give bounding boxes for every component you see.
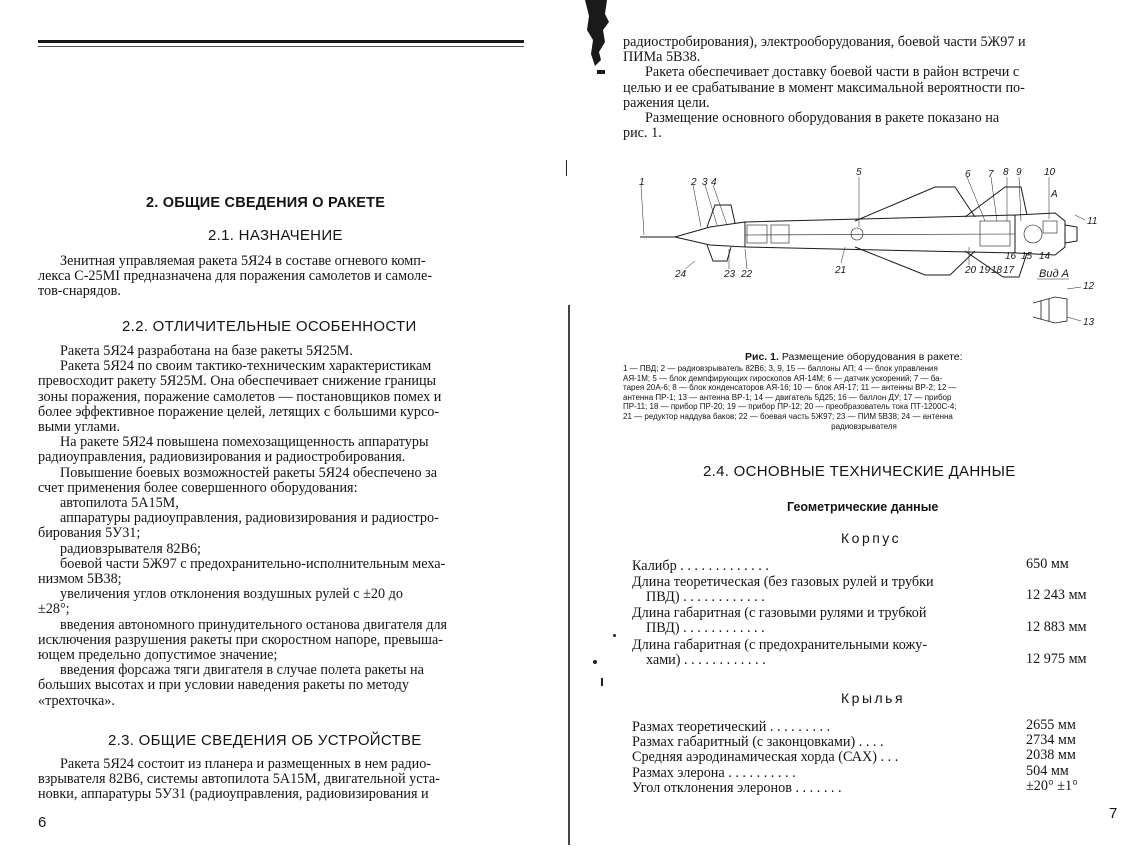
part-number: 10	[1044, 167, 1056, 178]
text-line: низмом 5В38;	[38, 571, 122, 588]
text-line: лекса С-25МI предназначена для поражения самолетов и самоле-	[38, 268, 433, 285]
text-line: ющем предельно допустимое значение;	[38, 647, 278, 664]
text-line: больших высотах и при условии наведения ракеты по методу	[38, 677, 409, 694]
spec-name: Размах элерона . . . . . . . . . .	[632, 765, 796, 781]
caption-title: Размещение оборудования в ракете:	[781, 351, 963, 363]
spec-name: Длина габаритная (с предохранительными кожу-	[632, 637, 928, 653]
text-line: выми углами.	[38, 419, 121, 436]
spec-name: Средняя аэродинамическая хорда (САХ) . . .	[632, 749, 899, 765]
part-number: 1	[639, 177, 645, 188]
text-line: Зенитная управляемая ракета 5Я24 в составе огневого комп-	[60, 253, 426, 269]
part-number: 18	[991, 265, 1003, 276]
spec-value: 12 243 мм	[1026, 587, 1087, 603]
spec-value: 504 мм	[1026, 763, 1069, 779]
text-line: тов-снарядов.	[38, 283, 121, 300]
legend-line: АЯ-1М; 5 — блок демпфирующих гироскопов АЯ-14М; 6 — датчик ускорений; 7 — ба-	[623, 373, 943, 383]
text-line: введения форсажа тяги двигателя в случае полета ракеты на	[60, 662, 424, 679]
legend-line: ПР-11; 18 — прибор ПР-20; 19 — прибор ПР-12; 20 — преобразователь тока ПТ-1200С-4;	[623, 402, 957, 412]
text-line: более эффективное поражение целей, летящих с большими курсо-	[38, 403, 440, 420]
text-line: ПИМа 5В38.	[623, 49, 701, 66]
text-line: бирования 5У31;	[38, 525, 141, 542]
text-line: зоны поражения, поражение самолетов — постановщиков помех и	[38, 388, 442, 405]
scan-blot	[583, 0, 615, 80]
nose-section	[675, 222, 745, 247]
canard-bottom	[707, 245, 731, 261]
nozzle	[1065, 225, 1077, 243]
spec-value: 2038 мм	[1026, 747, 1076, 763]
part-number: 20	[965, 265, 977, 276]
spec-name: ПВД) . . . . . . . . . . . .	[646, 588, 765, 605]
spec-name: Длина теоретическая (без газовых рулей и трубки	[632, 574, 934, 590]
s23-title: 2.3. ОБЩИЕ СВЕДЕНИЯ ОБ УСТРОЙСТВЕ	[108, 732, 422, 749]
figure-caption	[745, 351, 963, 363]
text-line: радиоуправления, радиовизирования и радиостробирования.	[38, 449, 406, 466]
page-number: 7	[1109, 805, 1118, 822]
legend-line: 1 — ПВД; 2 — радиовзрыватель 82В6; 3, 9, 15 — баллоны АП; 4 — блок управления	[623, 364, 938, 373]
spec-name: ПВД) . . . . . . . . . . . .	[646, 619, 765, 636]
text-line: Повышение боевых возможностей ракеты 5Я24 обеспечено за	[60, 464, 438, 481]
spec-name: хами) . . . . . . . . . . . .	[646, 651, 766, 668]
part-number: 15	[1021, 251, 1033, 262]
top-rule	[38, 40, 524, 43]
arrow-label: А	[1051, 189, 1058, 200]
text-line: Ракета 5Я24 разработана на базе ракеты 5Я25М.	[60, 343, 353, 359]
spec-name: Размах теоретический . . . . . . . . .	[632, 719, 831, 735]
spec-name: Длина габаритная (с газовыми рулями и трубкой	[632, 605, 927, 621]
text-line: автопилота 5А15М,	[60, 495, 179, 512]
page-number: 6	[38, 814, 47, 831]
text-line: Ракета обеспечивает доставку боевой части в район встречи с	[645, 64, 1020, 81]
legend-line: тарея 20А-6; 8 — блок конденсаторов АЯ-16; 10 — блок АЯ-17; 11 — антенны ВР-2; 12 —	[623, 383, 957, 393]
spec-row-aileron-angle	[632, 778, 1102, 796]
s22-text	[38, 344, 524, 709]
intro-text	[623, 35, 1110, 141]
spec-value: 12 883 мм	[1026, 619, 1087, 635]
korpus-title: Корпус	[841, 530, 902, 546]
part-number: 19	[979, 265, 991, 276]
top-rule-thin	[38, 46, 524, 47]
legend-line: радиовзрывателя	[831, 421, 897, 431]
part-number: 4	[711, 177, 717, 188]
spec-value: 12 975 мм	[1026, 651, 1087, 667]
part-number: 3	[702, 177, 708, 188]
text-line: исключения разрушения ракеты при скоростном напоре, превыша-	[38, 631, 443, 648]
spec-value: ±20° ±1°	[1026, 778, 1078, 794]
spec-value: 2734 мм	[1026, 732, 1076, 748]
part-number: 5	[856, 167, 862, 178]
text-line: радиовзрывателя 82В6;	[60, 540, 202, 557]
text-line: ражения цели.	[623, 94, 710, 111]
text-line: Размещение основного оборудования в ракете показано на	[645, 110, 1000, 127]
text-line: взрывателя 82В6, системы автопилота 5А15М, двигательной уста-	[38, 771, 440, 788]
part-number: 22	[741, 269, 753, 280]
part-number: 14	[1039, 251, 1051, 262]
text-line: «трехточка».	[38, 692, 115, 709]
text-line: Ракета 5Я24 по своим тактико-техническим характеристикам	[60, 358, 432, 375]
view-label: Вид А	[1039, 268, 1069, 280]
text-line: На ракете 5Я24 повышена помехозащищенность аппаратуры	[60, 434, 429, 451]
part-number: 6	[965, 169, 971, 180]
part-number: 23	[724, 269, 736, 280]
scan-speck	[613, 634, 616, 637]
tail-section	[1015, 213, 1065, 255]
spec-name: Угол отклонения элеронов . . . . . . .	[632, 780, 842, 796]
spec-name: Калибр . . . . . . . . . . . . .	[632, 558, 769, 574]
part-number: 16	[1005, 251, 1017, 262]
s21-text	[38, 254, 524, 300]
part-number: 17	[1003, 265, 1015, 276]
s23-text	[38, 757, 524, 803]
spec-row-length-overall-covers	[632, 638, 1102, 667]
view-a-drawing	[1033, 287, 1081, 323]
part-number: 11	[1087, 216, 1098, 227]
legend-line: антенна ПР-1; 13 — антенна ВР-1; 14 — двигатель 5Д25; 16 — баллон ДУ; 17 — прибор	[623, 392, 952, 402]
part-number: 8	[1003, 167, 1009, 178]
part-number: 9	[1016, 167, 1022, 178]
text-line: аппаратуры радиоуправления, радиовизирования и радиостро-	[60, 510, 439, 527]
spec-value: 2655 мм	[1026, 717, 1076, 733]
text-line: целью и ее срабатывание в момент максимальной вероятности по-	[623, 79, 1025, 96]
text-line: боевой части 5Ж97 с предохранительно-исполнительным меха-	[60, 555, 446, 572]
text-line: введения автономного принудительного останова двигателя для	[60, 616, 448, 633]
text-line: ±28°;	[38, 601, 70, 618]
spec-row-length-theoretical	[632, 575, 1102, 604]
caption-prefix: Рис. 1.	[745, 351, 779, 363]
part-number: 13	[1083, 317, 1095, 328]
part-number: 24	[675, 269, 687, 280]
right-page	[575, 0, 1147, 854]
spec-value: 650 мм	[1026, 556, 1069, 572]
scan-speck	[593, 660, 597, 664]
text-line: рис. 1.	[623, 125, 662, 142]
wing-top	[855, 187, 975, 221]
s22-title: 2.2. ОТЛИЧИТЕЛЬНЫЕ ОСОБЕННОСТИ	[122, 318, 417, 335]
part-number: 7	[988, 169, 994, 180]
text-line: Ракета 5Я24 состоит из планера и размещенных в нем радио-	[60, 756, 432, 772]
spec-name: Размах габаритный (с законцовками) . . . .	[632, 734, 884, 750]
left-page	[0, 0, 570, 854]
text-line: превосходит ракету 5Я25М. Она обеспечивает снижение границы	[38, 373, 437, 390]
gutter-line	[568, 305, 570, 845]
part-number: 12	[1083, 281, 1095, 292]
scan-speck	[601, 678, 603, 686]
figure-legend	[623, 364, 1105, 431]
gutter-mark	[566, 160, 567, 176]
text-line: радиостробирования), электрооборудования, боевой части 5Ж97 и	[623, 34, 1026, 50]
text-line: счет применения более совершенного оборудования:	[38, 479, 358, 496]
geo-title: Геометрические данные	[787, 500, 939, 514]
spec-row-caliber	[632, 556, 1102, 574]
krylya-title: Крылья	[841, 690, 906, 706]
part-number: 21	[835, 265, 847, 276]
text-line: новки, аппаратуры 5У31 (радиоуправления, радиовизирования и	[38, 786, 429, 803]
spec-row-length-overall-rudders	[632, 606, 1102, 635]
section-title: 2. ОБЩИЕ СВЕДЕНИЯ О РАКЕТЕ	[146, 195, 386, 211]
s24-title: 2.4. ОСНОВНЫЕ ТЕХНИЧЕСКИЕ ДАННЫЕ	[703, 463, 1016, 480]
legend-line: 21 — редуктор наддува баков; 22 — боевая часть 5Ж97; 23 — ПИМ 5В38; 24 — антенна	[623, 411, 953, 421]
s21-title: 2.1. НАЗНАЧЕНИЕ	[208, 227, 343, 244]
part-number: 2	[691, 177, 697, 188]
text-line: увеличения углов отклонения воздушных рулей с ±20 до	[60, 586, 403, 603]
missile-figure	[635, 165, 1105, 340]
